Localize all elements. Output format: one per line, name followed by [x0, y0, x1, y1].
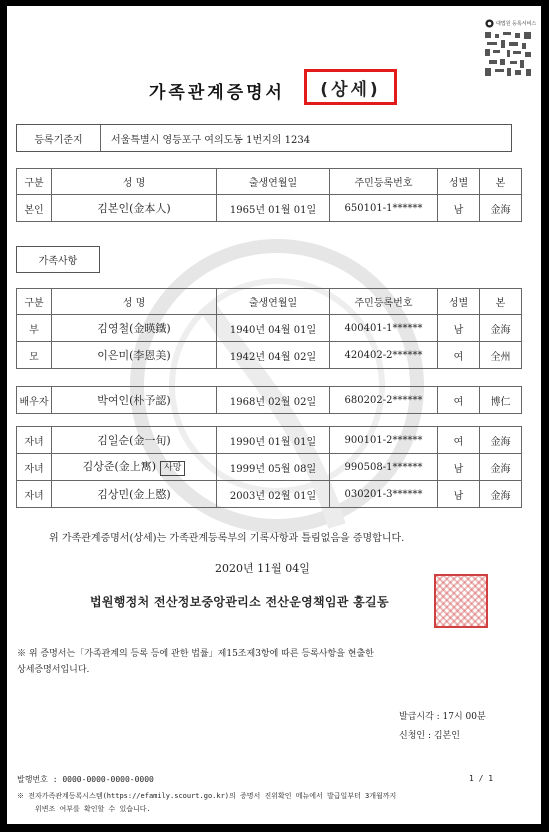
header-cell: 구분 [17, 289, 52, 315]
rrn-cell: 030201-3****** [330, 481, 438, 508]
official-seal [434, 574, 488, 628]
name-cell: 김영철(金暎鐵) [52, 315, 217, 342]
table-row [17, 387, 522, 414]
sex-cell: 남 [438, 481, 480, 508]
birth-cell: 1940년 04월 01일 [217, 315, 330, 342]
court-logo-icon [485, 19, 494, 28]
header-cell: 본 [480, 169, 522, 195]
relation-cell: 자녀 [17, 454, 52, 481]
name-cell: 김본인(金本人) [52, 195, 217, 222]
table-row [17, 342, 522, 369]
rrn-cell: 420402-2****** [330, 342, 438, 369]
relation-cell: 모 [17, 342, 52, 369]
birth-cell: 1942년 04월 02일 [217, 342, 330, 369]
origin-cell: 全州 [480, 342, 522, 369]
family-section-label: 가족사항 [16, 246, 100, 273]
birth-cell: 1990년 01월 01일 [217, 427, 330, 454]
sex-cell: 남 [438, 315, 480, 342]
self-table [16, 168, 522, 222]
birth-cell: 2003년 02월 01일 [217, 481, 330, 508]
issue-time: 발급시각 : 17시 00분 [399, 712, 486, 722]
sex-cell: 여 [438, 342, 480, 369]
parents-table-header [17, 289, 522, 315]
rrn-cell: 650101-1****** [330, 195, 438, 222]
children-table [16, 426, 522, 508]
sex-cell: 남 [438, 454, 480, 481]
sex-cell: 남 [438, 195, 480, 222]
name-cell [52, 454, 217, 481]
origin-cell: 金海 [480, 195, 522, 222]
certification-statement: 위 가족관계증명서(상세)는 가족관계등록부의 기록사항과 틀림없음을 증명합니다. [49, 533, 405, 544]
header-cell: 출생연월일 [217, 169, 330, 195]
sex-cell: 여 [438, 427, 480, 454]
sex-cell: 여 [438, 387, 480, 414]
origin-cell: 博仁 [480, 387, 522, 414]
applicant: 신청인 : 김본인 [399, 731, 460, 741]
birth-cell: 1965년 01월 01일 [217, 195, 330, 222]
rrn-cell: 900101-2****** [330, 427, 438, 454]
birth-cell: 1968년 02월 02일 [217, 387, 330, 414]
registration-base-label: 등록기준지 [17, 125, 101, 151]
footer-line-2: 위변조 여부를 확인할 수 있습니다. [35, 805, 151, 813]
origin-cell: 金海 [480, 454, 522, 481]
origin-cell: 金海 [480, 427, 522, 454]
registration-base-box [16, 124, 512, 152]
issue-number: 발행번호 : 0000-0000-0000-0000 [17, 775, 154, 784]
notice-line-1: ※ 위 증명서는「가족관계의 등록 등에 관한 법률」제15조제3항에 따른 등록사항을 현출한 [17, 649, 374, 659]
header-cell: 주민등록번호 [330, 169, 438, 195]
origin-cell: 金海 [480, 481, 522, 508]
header-cell: 출생연월일 [217, 289, 330, 315]
child-name: 김상준(金上寯) [82, 460, 157, 473]
header-cell: 구분 [17, 169, 52, 195]
header-cell: 본 [480, 289, 522, 315]
table-row [17, 427, 522, 454]
registration-base-value: 서울특별시 영등포구 여의도동 1번지의 1234 [111, 134, 311, 146]
name-cell: 김상민(金上愍) [52, 481, 217, 508]
title-highlight-box [304, 69, 397, 105]
title-detail-label: (상세) [320, 79, 381, 100]
document-title: 가족관계증명서 [149, 83, 285, 103]
relation-cell: 본인 [17, 195, 52, 222]
table-row [17, 454, 522, 481]
header-cell: 주민등록번호 [330, 289, 438, 315]
rrn-cell: 400401-1****** [330, 315, 438, 342]
table-row [17, 481, 522, 508]
notice-line-2: 상세증명서입니다. [17, 665, 90, 675]
relation-cell: 부 [17, 315, 52, 342]
relation-cell: 자녀 [17, 481, 52, 508]
self-table-header [17, 169, 522, 195]
header-cell: 성별 [438, 169, 480, 195]
spouse-table [16, 386, 522, 414]
qr-label: 대법원 등록서비스 [496, 21, 537, 27]
relation-cell: 배우자 [17, 387, 52, 414]
birth-cell: 1999년 05월 08일 [217, 454, 330, 481]
rrn-cell: 990508-1****** [330, 454, 438, 481]
issue-date: 2020년 11월 04일 [215, 562, 310, 575]
footer-line-1: ※ 전자가족관계등록시스템(https://efamily.scourt.go.kr)의 증명서 진위확인 메뉴에서 발급일부터 3개월까지 [17, 792, 397, 800]
rrn-cell: 680202-2****** [330, 387, 438, 414]
parents-table [16, 288, 522, 369]
table-row [17, 195, 522, 222]
table-row [17, 315, 522, 342]
name-cell: 이은미(李恩美) [52, 342, 217, 369]
relation-cell: 자녀 [17, 427, 52, 454]
name-cell: 박여인(朴予認) [52, 387, 217, 414]
header-cell: 성 명 [52, 289, 217, 315]
name-cell: 김일순(金一旬) [52, 427, 217, 454]
certificate-page [7, 6, 541, 824]
header-cell: 성 명 [52, 169, 217, 195]
issuer-name: 법원행정처 전산정보중앙관리소 전산운영책임관 홍길동 [90, 595, 389, 609]
deceased-tag: 사망 [160, 461, 185, 476]
page-number: 1 / 1 [469, 774, 494, 783]
header-cell: 성별 [438, 289, 480, 315]
origin-cell: 金海 [480, 315, 522, 342]
